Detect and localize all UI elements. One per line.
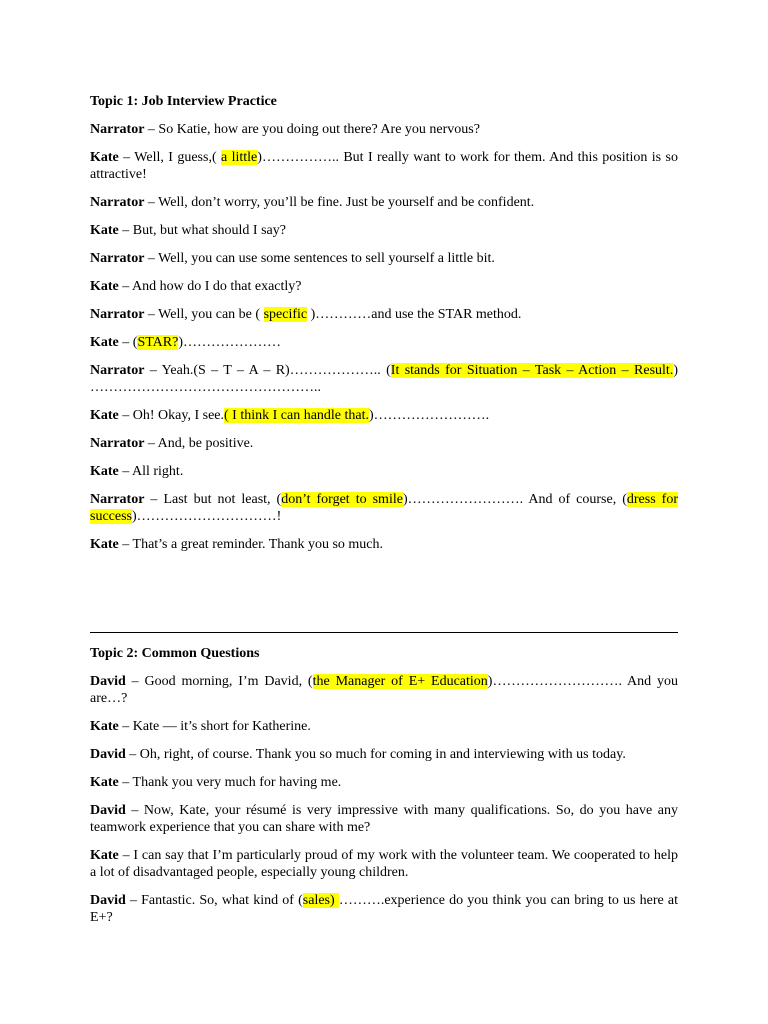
dialogue-text: – Well, I guess,( — [118, 150, 221, 165]
dialogue-line — [90, 463, 678, 480]
dialogue-text: – Well, you can use some sentences to sell yourself a little bit. — [144, 251, 495, 266]
dialogue-text: ) ………………………………………….. — [90, 363, 678, 395]
dialogue-line — [90, 774, 678, 791]
dialogue-text: – Fantastic. So, what kind of ( — [125, 893, 303, 908]
speaker-name: Kate — [90, 537, 119, 552]
topic-1-section — [90, 93, 678, 564]
dialogue-text: – So Katie, how are you doing out there? Are you nervous? — [144, 122, 480, 137]
highlighted-answer: ( I think I can handle that. — [224, 408, 370, 423]
speaker-name: Narrator — [90, 195, 145, 210]
speaker-name: Kate — [90, 464, 119, 479]
dialogue-text: ……….experience do you think you can bring to us here at E+? — [90, 893, 678, 925]
speaker-name: Narrator — [90, 436, 145, 451]
speaker-name: Narrator — [90, 492, 145, 507]
dialogue-text: – All right. — [118, 464, 184, 479]
dialogue-line — [90, 673, 678, 707]
speaker-name: David — [90, 803, 126, 818]
speaker-name: Kate — [90, 775, 119, 790]
dialogue-text: – Well, don’t worry, you’ll be fine. Just be yourself and be confident. — [144, 195, 535, 210]
speaker-name: Kate — [90, 150, 119, 165]
dialogue-text: – Thank you very much for having me. — [118, 775, 342, 790]
topic-2-heading: Topic 2: Common Questions — [90, 646, 260, 661]
dialogue-text: – Yeah.(S – T – A – R)……………….. ( — [144, 363, 391, 378]
dialogue-text: – Kate — it’s short for Katherine. — [118, 719, 311, 734]
dialogue-text: – Now, Kate, your résumé is very impressive with many qualifications. So, do you have any teamwork experience that you can share with me? — [90, 803, 678, 835]
highlighted-answer: a little — [221, 150, 258, 165]
highlighted-answer: dress for success — [90, 492, 678, 524]
highlighted-answer: don’t forget to smile — [281, 492, 403, 507]
dialogue-line — [90, 491, 678, 525]
dialogue-line — [90, 194, 678, 211]
dialogue-text: – And how do I do that exactly? — [118, 279, 302, 294]
topic-1-dialogue — [90, 121, 678, 553]
dialogue-line — [90, 149, 678, 183]
speaker-name: Kate — [90, 719, 119, 734]
dialogue-text: – And, be positive. — [144, 436, 254, 451]
speaker-name: Kate — [90, 279, 119, 294]
dialogue-line — [90, 334, 678, 351]
topic-2-section — [90, 645, 678, 937]
dialogue-line — [90, 362, 678, 396]
dialogue-text: )……………………. — [369, 408, 490, 423]
speaker-name: David — [90, 893, 126, 908]
dialogue-text: – Oh, right, of course. Thank you so much for coming in and interviewing with us today. — [125, 747, 626, 762]
dialogue-line — [90, 278, 678, 295]
highlighted-answer: specific — [263, 307, 308, 322]
speaker-name: David — [90, 747, 126, 762]
dialogue-text: – Oh! Okay, I see. — [118, 408, 224, 423]
highlighted-answer: the Manager of E+ Education — [312, 674, 488, 689]
dialogue-text: – But, but what should I say? — [118, 223, 286, 238]
speaker-name: Kate — [90, 335, 119, 350]
dialogue-line — [90, 802, 678, 836]
highlighted-answer: It stands for Situation – Task – Action – Result. — [390, 363, 674, 378]
dialogue-line — [90, 250, 678, 267]
dialogue-line — [90, 892, 678, 926]
dialogue-line — [90, 746, 678, 763]
dialogue-text: )………………… — [178, 335, 281, 350]
speaker-name: Narrator — [90, 363, 145, 378]
topic-2-dialogue — [90, 673, 678, 926]
dialogue-text: – ( — [118, 335, 138, 350]
dialogue-line — [90, 407, 678, 424]
speaker-name: Kate — [90, 408, 119, 423]
dialogue-line — [90, 121, 678, 138]
speaker-name: Kate — [90, 848, 119, 863]
speaker-name: Narrator — [90, 251, 145, 266]
dialogue-line — [90, 435, 678, 452]
dialogue-text: )…………….. But I really want to work for them. And this position is so attractive! — [90, 150, 678, 182]
dialogue-line — [90, 222, 678, 239]
dialogue-text: – Well, you can be ( — [144, 307, 264, 322]
speaker-name: Kate — [90, 223, 119, 238]
speaker-name: David — [90, 674, 126, 689]
dialogue-text: – I can say that I’m particularly proud of my work with the volunteer team. We cooperated to help a lot of disadvantaged people, especially young children. — [90, 848, 678, 880]
speaker-name: Narrator — [90, 307, 145, 322]
dialogue-line — [90, 718, 678, 735]
highlighted-answer: sales) — [302, 893, 339, 908]
dialogue-text: )…………………………! — [132, 509, 282, 524]
highlighted-answer: STAR? — [137, 335, 179, 350]
dialogue-line — [90, 536, 678, 553]
dialogue-text: – That’s a great reminder. Thank you so much. — [118, 537, 384, 552]
section-divider — [90, 632, 678, 633]
dialogue-text: )………………………. And you are…? — [90, 674, 678, 706]
topic-1-heading: Topic 1: Job Interview Practice — [90, 94, 277, 109]
dialogue-text: )…………and use the STAR method. — [307, 307, 522, 322]
speaker-name: Narrator — [90, 122, 145, 137]
dialogue-text: )……………………. And of course, ( — [402, 492, 627, 507]
dialogue-line — [90, 306, 678, 323]
dialogue-line — [90, 847, 678, 881]
dialogue-text: – Good morning, I’m David, ( — [125, 674, 313, 689]
dialogue-text: – Last but not least, ( — [144, 492, 282, 507]
